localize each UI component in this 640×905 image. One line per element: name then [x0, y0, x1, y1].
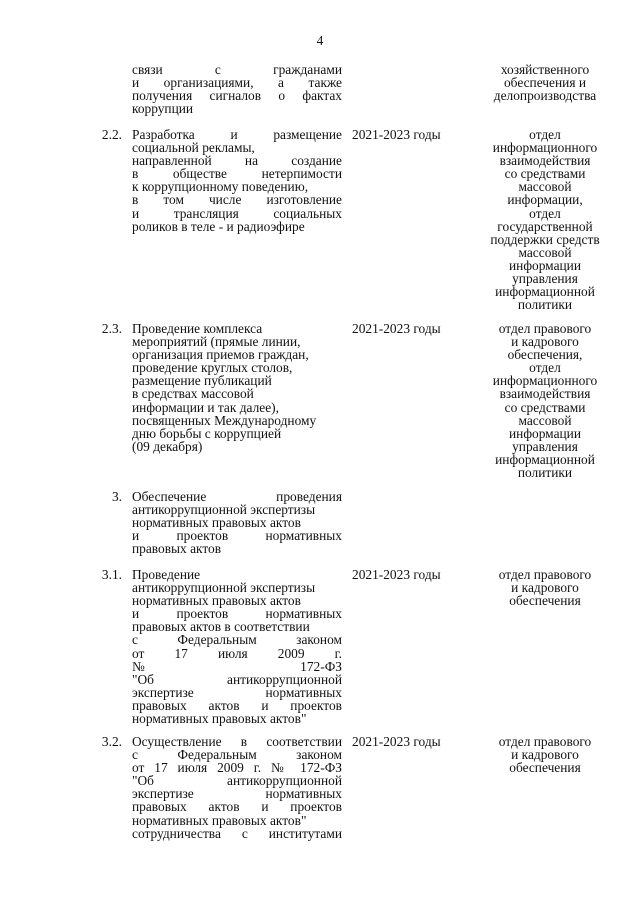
description-line: Разработка и размещение	[132, 127, 342, 142]
item-number: 3.1.	[101, 567, 122, 582]
description-line: в том числе изготовление	[132, 192, 342, 208]
execution-term: 2021-2023 годы	[352, 567, 441, 582]
description-line: "Об антикоррупционной	[132, 773, 342, 789]
description-line: получения сигналов о фактах	[132, 88, 342, 104]
description-line: "Об антикоррупционной	[132, 671, 342, 687]
description-line: в обществе нетерпимости	[132, 166, 342, 182]
responsible-units	[480, 322, 610, 479]
description-line: экспертизе нормативных	[132, 786, 342, 802]
description-line: в средствах массовой	[132, 386, 254, 402]
description-line: коррупции	[132, 101, 194, 117]
description-line: нормативных правовых актов"	[132, 711, 307, 727]
page-number: 4	[316, 33, 324, 48]
description-line: и проектов нормативных	[132, 528, 342, 544]
description-line: связи с гражданами	[132, 62, 342, 77]
description-line: и трансляция социальных	[132, 205, 342, 221]
description-line: размещение публикаций	[132, 373, 272, 389]
description-line: нормативных правовых актов	[132, 515, 301, 531]
description-line: антикоррупционной экспертизы	[132, 502, 316, 518]
description-line: социальной рекламы,	[132, 140, 255, 156]
measure-description	[132, 63, 342, 115]
responsible-line: со средствами	[504, 166, 586, 182]
responsible-line: хозяйственного	[500, 62, 590, 77]
responsible-line: обеспечения	[509, 593, 581, 609]
description-line: направленной на создание	[132, 153, 342, 169]
responsible-line: взаимодействия	[499, 386, 591, 402]
responsible-line: информации	[508, 257, 582, 273]
description-line: и организациями, а также	[132, 75, 342, 91]
description-line: сотрудничества с институтами	[132, 825, 342, 841]
responsible-line: отдел	[529, 205, 561, 221]
description-line: нормативных правовых актов	[132, 593, 301, 609]
description-line: к коррупционному поведению,	[132, 179, 309, 195]
execution-term: 2021-2023 годы	[352, 321, 441, 336]
execution-term: 2021-2023 годы	[352, 127, 441, 142]
measure-description	[132, 128, 342, 233]
description-line: и проектов нормативных	[132, 606, 342, 622]
description-line: правовых актов	[132, 541, 222, 557]
responsible-line: поддержки средств	[490, 231, 600, 247]
item-number: 2.3.	[101, 321, 122, 336]
description-line: роликов в теле - и радиоэфире	[132, 218, 305, 234]
responsible-line: отдел	[529, 127, 561, 142]
responsible-line: массовой	[518, 412, 572, 428]
responsible-line: и кадрового	[511, 580, 579, 596]
responsible-line: информации,	[507, 192, 583, 208]
responsible-line: информационной	[495, 284, 595, 300]
description-line: информации и так далее),	[132, 399, 279, 415]
execution-term: 2021-2023 годы	[352, 734, 441, 749]
description-line: дню борьбы с коррупцией	[132, 425, 282, 441]
responsible-line: управления	[512, 438, 578, 454]
description-line: организация приемов граждан,	[132, 347, 309, 363]
description-line: антикоррупционной экспертизы	[132, 580, 316, 596]
description-line: правовых актов в соответствии	[132, 619, 310, 635]
description-line: Осуществление в соответствии	[132, 734, 342, 749]
measure-description	[132, 568, 342, 725]
responsible-units	[480, 735, 610, 774]
measure-description	[132, 735, 342, 840]
description-line: Обеспечение проведения	[132, 489, 342, 504]
item-number: 2.2.	[101, 127, 122, 142]
description-line: с Федеральным законом	[132, 747, 342, 763]
description-line: мероприятий (прямые линии,	[132, 334, 301, 350]
responsible-line: делопроизводства	[493, 88, 597, 104]
responsible-units	[480, 128, 610, 311]
responsible-line: информационной	[495, 451, 595, 467]
responsible-line: и кадрового	[511, 747, 579, 763]
responsible-line: политики	[517, 465, 573, 481]
description-line: с Федеральным законом	[132, 632, 342, 648]
responsible-line: обеспечения,	[507, 347, 583, 363]
responsible-line: информации	[508, 425, 582, 441]
responsible-line: обеспечения	[509, 760, 581, 776]
responsible-line: массовой	[518, 244, 572, 260]
responsible-line: со средствами	[504, 399, 586, 415]
description-line: правовых актов и проектов	[132, 799, 342, 815]
responsible-line: отдел правового	[498, 734, 592, 749]
description-line: Проведение	[132, 567, 201, 582]
responsible-line: информационного	[492, 373, 598, 389]
responsible-line: государственной	[497, 218, 593, 234]
description-line: от 17 июля 2009 г. № 172-ФЗ	[132, 760, 342, 776]
responsible-line: политики	[517, 297, 573, 313]
responsible-units	[480, 63, 610, 102]
item-number: 3.	[111, 489, 122, 504]
description-line: нормативных правовых актов"	[132, 812, 307, 828]
description-line: № 172-ФЗ	[132, 658, 342, 674]
responsible-line: взаимодействия	[499, 153, 591, 169]
responsible-units	[480, 568, 610, 607]
responsible-line: массовой	[518, 179, 572, 195]
item-number: 3.2.	[101, 734, 122, 749]
description-line: экспертизе нормативных	[132, 684, 342, 700]
responsible-line: обеспечения и	[503, 75, 586, 91]
description-line: правовых актов и проектов	[132, 697, 342, 713]
description-line: от 17 июля 2009 г.	[132, 645, 342, 661]
responsible-line: управления	[512, 271, 578, 287]
measure-description	[132, 490, 342, 555]
responsible-line: информационного	[492, 140, 598, 156]
description-line: (09 декабря)	[132, 438, 203, 454]
description-line: посвященных Международному	[132, 412, 317, 428]
description-line: проведение круглых столов,	[132, 360, 293, 376]
responsible-line: отдел правового	[498, 321, 592, 336]
description-line: Проведение комплекса	[132, 321, 263, 336]
responsible-line: отдел	[529, 360, 561, 376]
responsible-line: отдел правового	[498, 567, 592, 582]
measure-description	[132, 322, 342, 453]
responsible-line: и кадрового	[511, 334, 579, 350]
